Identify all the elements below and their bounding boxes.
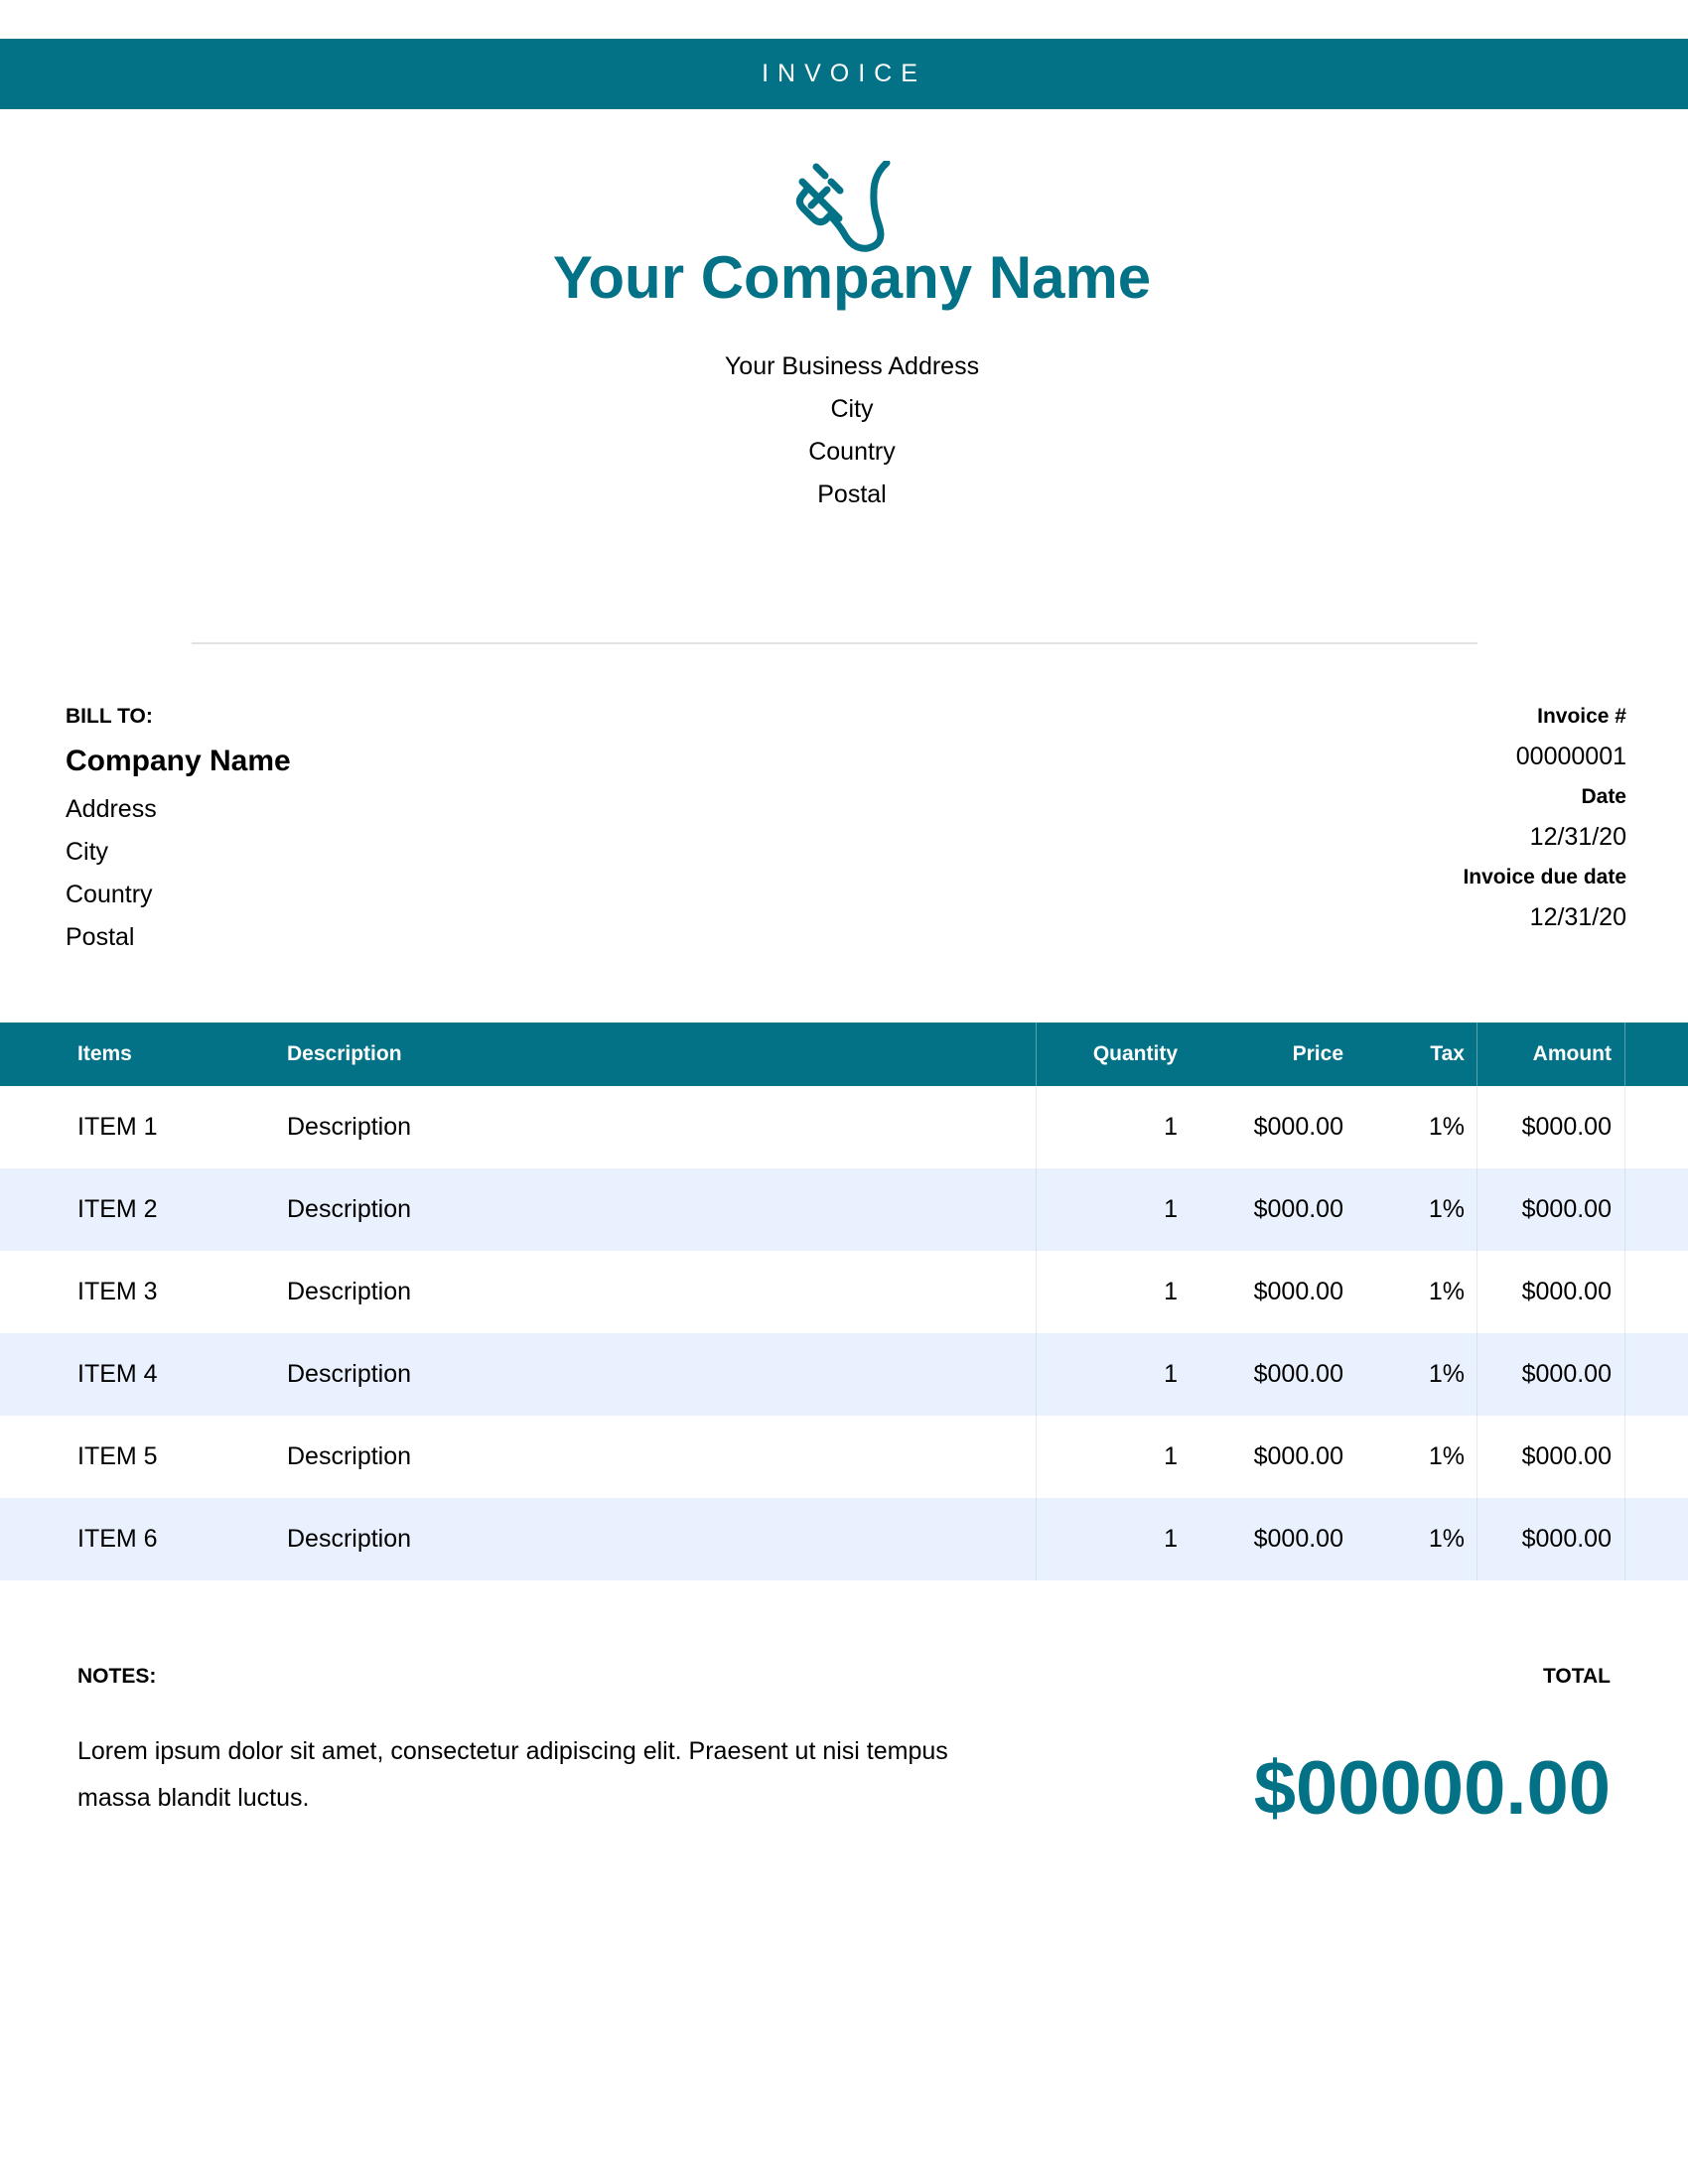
row-amount: $000.00 — [1521, 1278, 1612, 1305]
row-description: Description — [287, 1525, 412, 1553]
row-price: $000.00 — [1253, 1113, 1343, 1141]
header-price: Price — [1292, 1042, 1343, 1065]
invoice-number-label: Invoice # — [1537, 705, 1626, 728]
bill-to-city: City — [66, 838, 109, 866]
column-divider — [1624, 1251, 1625, 1333]
row-description: Description — [287, 1360, 412, 1388]
column-divider — [1624, 1498, 1625, 1580]
row-tax: 1% — [1428, 1195, 1465, 1223]
row-price: $000.00 — [1253, 1278, 1343, 1305]
company-city: City — [830, 395, 874, 423]
row-amount: $000.00 — [1521, 1195, 1612, 1223]
table-header — [0, 1023, 1688, 1086]
header-divider — [192, 642, 1477, 644]
invoice-date: 12/31/20 — [1529, 823, 1626, 851]
bill-to-section — [66, 703, 291, 959]
row-quantity: 1 — [1164, 1360, 1178, 1388]
total-value: $00000.00 — [1253, 1746, 1611, 1831]
column-divider — [1036, 1416, 1037, 1498]
bill-to-label: BILL TO: — [66, 705, 153, 728]
row-tax: 1% — [1428, 1278, 1465, 1305]
bill-to-postal: Postal — [66, 923, 135, 951]
invoice-due-label: Invoice due date — [1463, 866, 1626, 888]
notes-label: NOTES: — [77, 1665, 157, 1688]
row-quantity: 1 — [1164, 1113, 1178, 1141]
bill-to-company: Company Name — [66, 745, 291, 777]
column-divider — [1624, 1416, 1625, 1498]
invoice-number: 00000001 — [1515, 743, 1626, 770]
row-quantity: 1 — [1164, 1525, 1178, 1553]
table-row — [0, 1416, 1688, 1498]
plug-icon — [794, 161, 906, 252]
banner-title: INVOICE — [762, 60, 926, 87]
row-price: $000.00 — [1253, 1442, 1343, 1470]
row-price: $000.00 — [1253, 1360, 1343, 1388]
company-address: Your Business Address — [724, 352, 980, 380]
row-item: ITEM 1 — [77, 1113, 158, 1141]
table-row — [0, 1333, 1688, 1416]
company-address-block — [0, 345, 1688, 516]
row-tax: 1% — [1428, 1442, 1465, 1470]
row-item: ITEM 3 — [77, 1278, 158, 1305]
column-divider — [1036, 1333, 1037, 1416]
header-tax: Tax — [1430, 1042, 1465, 1065]
row-description: Description — [287, 1442, 412, 1470]
row-description: Description — [287, 1278, 412, 1305]
bill-to-country: Country — [66, 881, 153, 908]
items-table — [0, 1023, 1688, 1580]
row-tax: 1% — [1428, 1360, 1465, 1388]
row-amount: $000.00 — [1521, 1360, 1612, 1388]
row-item: ITEM 2 — [77, 1195, 158, 1223]
row-amount: $000.00 — [1521, 1113, 1612, 1141]
header-description: Description — [287, 1042, 402, 1065]
row-description: Description — [287, 1113, 412, 1141]
invoice-date-label: Date — [1581, 785, 1626, 808]
company-postal: Postal — [817, 480, 887, 508]
column-divider — [1036, 1023, 1037, 1086]
invoice-info-section — [1463, 703, 1626, 944]
row-item: ITEM 6 — [77, 1525, 158, 1553]
notes-text: Lorem ipsum dolor sit amet, consectetur adipiscing elit. Praesent ut nisi tempus massa blandit luctus. — [77, 1737, 948, 1812]
column-divider — [1624, 1086, 1625, 1168]
row-price: $000.00 — [1253, 1195, 1343, 1223]
company-name: Your Company Name — [552, 244, 1152, 311]
row-tax: 1% — [1428, 1113, 1465, 1141]
row-quantity: 1 — [1164, 1442, 1178, 1470]
row-item: ITEM 5 — [77, 1442, 158, 1470]
invoice-due-date: 12/31/20 — [1529, 903, 1626, 931]
table-row — [0, 1251, 1688, 1333]
column-divider — [1036, 1168, 1037, 1251]
table-row — [0, 1498, 1688, 1580]
bill-to-address: Address — [66, 795, 157, 823]
notes-section — [77, 1663, 991, 1822]
row-amount: $000.00 — [1521, 1525, 1612, 1553]
column-divider — [1036, 1086, 1037, 1168]
column-divider — [1624, 1333, 1625, 1416]
column-divider — [1036, 1498, 1037, 1580]
column-divider — [1036, 1251, 1037, 1333]
column-divider — [1624, 1023, 1625, 1086]
header-items: Items — [77, 1042, 132, 1065]
row-tax: 1% — [1428, 1525, 1465, 1553]
row-quantity: 1 — [1164, 1278, 1178, 1305]
table-row — [0, 1168, 1688, 1251]
header-amount: Amount — [1532, 1042, 1612, 1065]
invoice-banner — [0, 39, 1688, 109]
column-divider — [1624, 1168, 1625, 1251]
row-item: ITEM 4 — [77, 1360, 158, 1388]
row-quantity: 1 — [1164, 1195, 1178, 1223]
row-amount: $000.00 — [1521, 1442, 1612, 1470]
total-label: TOTAL — [1542, 1665, 1611, 1688]
row-description: Description — [287, 1195, 412, 1223]
table-row — [0, 1086, 1688, 1168]
row-price: $000.00 — [1253, 1525, 1343, 1553]
company-country: Country — [808, 438, 896, 466]
header-quantity: Quantity — [1092, 1042, 1178, 1065]
